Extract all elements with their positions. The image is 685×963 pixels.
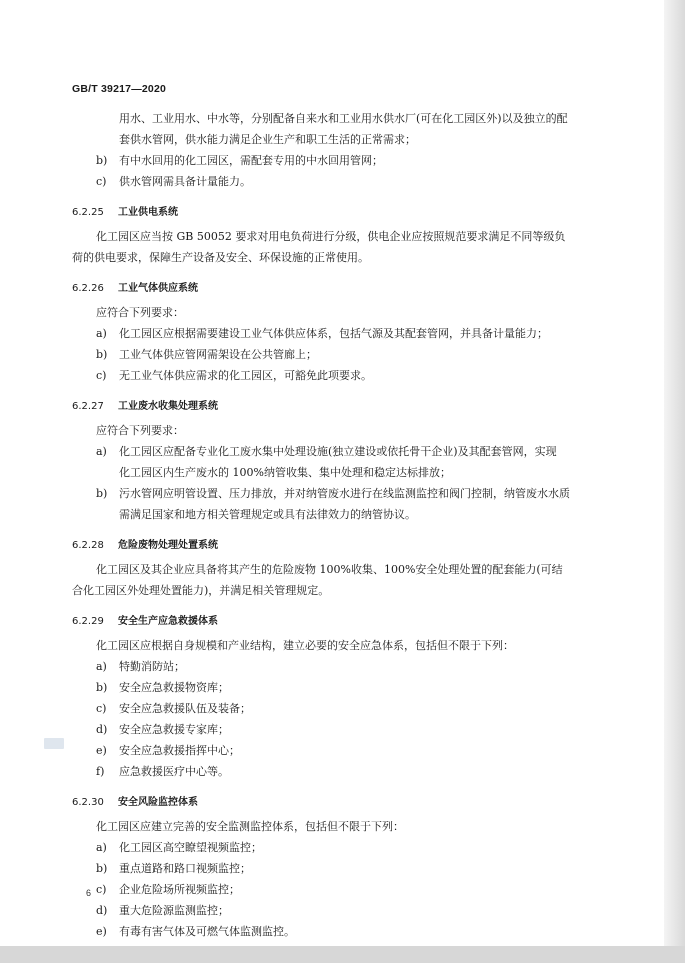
list-item-text: 安全应急救援队伍及装备； <box>119 702 251 715</box>
list-marker: d) <box>96 904 108 917</box>
list-marker: a) <box>96 660 107 673</box>
page-bottom-edge <box>0 946 685 963</box>
text-line: 需满足国家和地方相关管理规定或具有法律效力的纳管协议。 <box>119 508 416 521</box>
section-heading <box>72 533 612 559</box>
list-item-text: 有中水回用的化工园区，需配套专用的中水回用管网； <box>119 154 383 167</box>
list-item-text: 污水管网应明管设置、压力排放，并对纳管废水进行在线监测监控和阀门控制，纳管废水水质 <box>119 487 570 500</box>
list-item-text: 供水管网需具备计量能力。 <box>119 175 251 188</box>
section-heading <box>72 276 612 302</box>
list-item <box>72 698 612 719</box>
list-item-text: 化工园区高空瞭望视频监控； <box>119 841 262 854</box>
list-item <box>72 656 612 677</box>
list-marker: c) <box>96 175 107 188</box>
section-heading <box>72 609 612 635</box>
list-item-text: 重点道路和路口视频监控； <box>119 862 251 875</box>
paragraph-line: 化工园区应根据自身规模和产业结构，建立必要的安全应急体系，包括但不限于下列： <box>96 639 514 652</box>
section-title: 危险废物处理处置系统 <box>118 540 218 551</box>
page-number: 6 <box>86 888 92 898</box>
section-number: 6.2.25 <box>72 207 104 218</box>
list-item-text: 特勤消防站； <box>119 660 185 673</box>
list-item <box>72 677 612 698</box>
list-item <box>72 323 612 344</box>
section-number: 6.2.26 <box>72 283 104 294</box>
list-marker: b) <box>96 681 108 694</box>
text-line: 套供水管网，供水能力满足企业生产和职工生活的正常需求； <box>119 133 416 146</box>
document-body <box>72 108 612 942</box>
list-item-text: 有毒有害气体及可燃气体监测监控。 <box>119 925 295 938</box>
paragraph-line: 应符合下列要求： <box>96 306 184 319</box>
section-number: 6.2.27 <box>72 401 104 412</box>
text-line: 化工园区内生产废水的 100%纳管收集、集中处理和稳定达标排放； <box>119 466 451 479</box>
paragraph-line: 化工园区及其企业应具备将其产生的危险废物 100%收集、100%安全处理处置的配套能力(可结 <box>96 563 563 576</box>
section-heading <box>72 200 612 226</box>
list-marker: a) <box>96 327 107 340</box>
section-number: 6.2.29 <box>72 616 104 627</box>
list-item <box>72 921 612 942</box>
section-title: 工业废水收集处理系统 <box>118 401 218 412</box>
list-item <box>72 171 612 192</box>
list-item-text: 无工业气体供应需求的化工园区，可豁免此项要求。 <box>119 369 372 382</box>
list-item-text: 重大危险源监测监控； <box>119 904 229 917</box>
list-item-text: 化工园区应根据需要建设工业气体供应体系，包括气源及其配套管网，并具备计量能力； <box>119 327 548 340</box>
section-heading <box>72 394 612 420</box>
list-marker: c) <box>96 883 107 896</box>
section-title: 安全风险监控体系 <box>118 797 198 808</box>
list-item <box>72 365 612 386</box>
list-marker: e) <box>96 744 107 757</box>
scan-stamp-mark <box>44 738 64 749</box>
list-marker: a) <box>96 841 107 854</box>
list-marker: b) <box>96 487 108 500</box>
list-item <box>72 900 612 921</box>
list-marker: b) <box>96 862 108 875</box>
list-marker: f) <box>96 765 105 778</box>
list-item <box>72 483 612 504</box>
paragraph-line: 化工园区应当按 GB 50052 要求对用电负荷进行分级，供电企业应按照规范要求满足不同等级负 <box>96 230 566 243</box>
list-item <box>72 441 612 462</box>
list-item-text: 工业气体供应管网需架设在公共管廊上； <box>119 348 317 361</box>
list-marker: d) <box>96 723 108 736</box>
list-marker: b) <box>96 348 108 361</box>
list-item-text: 应急救援医疗中心等。 <box>119 765 229 778</box>
list-item-text: 安全应急救援专家库； <box>119 723 229 736</box>
section-title: 工业供电系统 <box>118 207 178 218</box>
list-marker: a) <box>96 445 107 458</box>
list-marker: b) <box>96 154 108 167</box>
list-marker: c) <box>96 369 107 382</box>
section-heading <box>72 790 612 816</box>
list-item <box>72 761 612 782</box>
section-number: 6.2.28 <box>72 540 104 551</box>
list-item-text: 安全应急救援指挥中心； <box>119 744 240 757</box>
list-item <box>72 344 612 365</box>
paragraph-line: 化工园区应建立完善的安全监测监控体系，包括但不限于下列： <box>96 820 404 833</box>
text-line: 用水、工业用水、中水等，分别配备自来水和工业用水供水厂(可在化工园区外)以及独立的配 <box>119 112 568 125</box>
list-item-text: 化工园区应配备专业化工废水集中处理设施(独立建设或依托骨干企业)及其配套管网，实现 <box>119 445 557 458</box>
page-edge-shadow <box>664 0 685 963</box>
list-marker: e) <box>96 925 107 938</box>
list-item <box>72 879 612 900</box>
list-item <box>72 740 612 761</box>
list-item <box>72 150 612 171</box>
list-item-text: 安全应急救援物资库； <box>119 681 229 694</box>
text-line: 荷的供电要求，保障生产设备及安全、环保设施的正常使用。 <box>72 251 369 264</box>
list-item <box>72 858 612 879</box>
list-item <box>72 719 612 740</box>
paragraph-line: 应符合下列要求： <box>96 424 184 437</box>
section-title: 安全生产应急救援体系 <box>118 616 218 627</box>
standard-number-header: GB/T 39217—2020 <box>72 83 167 95</box>
section-title: 工业气体供应系统 <box>118 283 198 294</box>
list-marker: c) <box>96 702 107 715</box>
section-number: 6.2.30 <box>72 797 104 808</box>
list-item <box>72 837 612 858</box>
text-line: 合化工园区外处理处置能力)，并满足相关管理规定。 <box>72 584 330 597</box>
list-item-text: 企业危险场所视频监控； <box>119 883 240 896</box>
